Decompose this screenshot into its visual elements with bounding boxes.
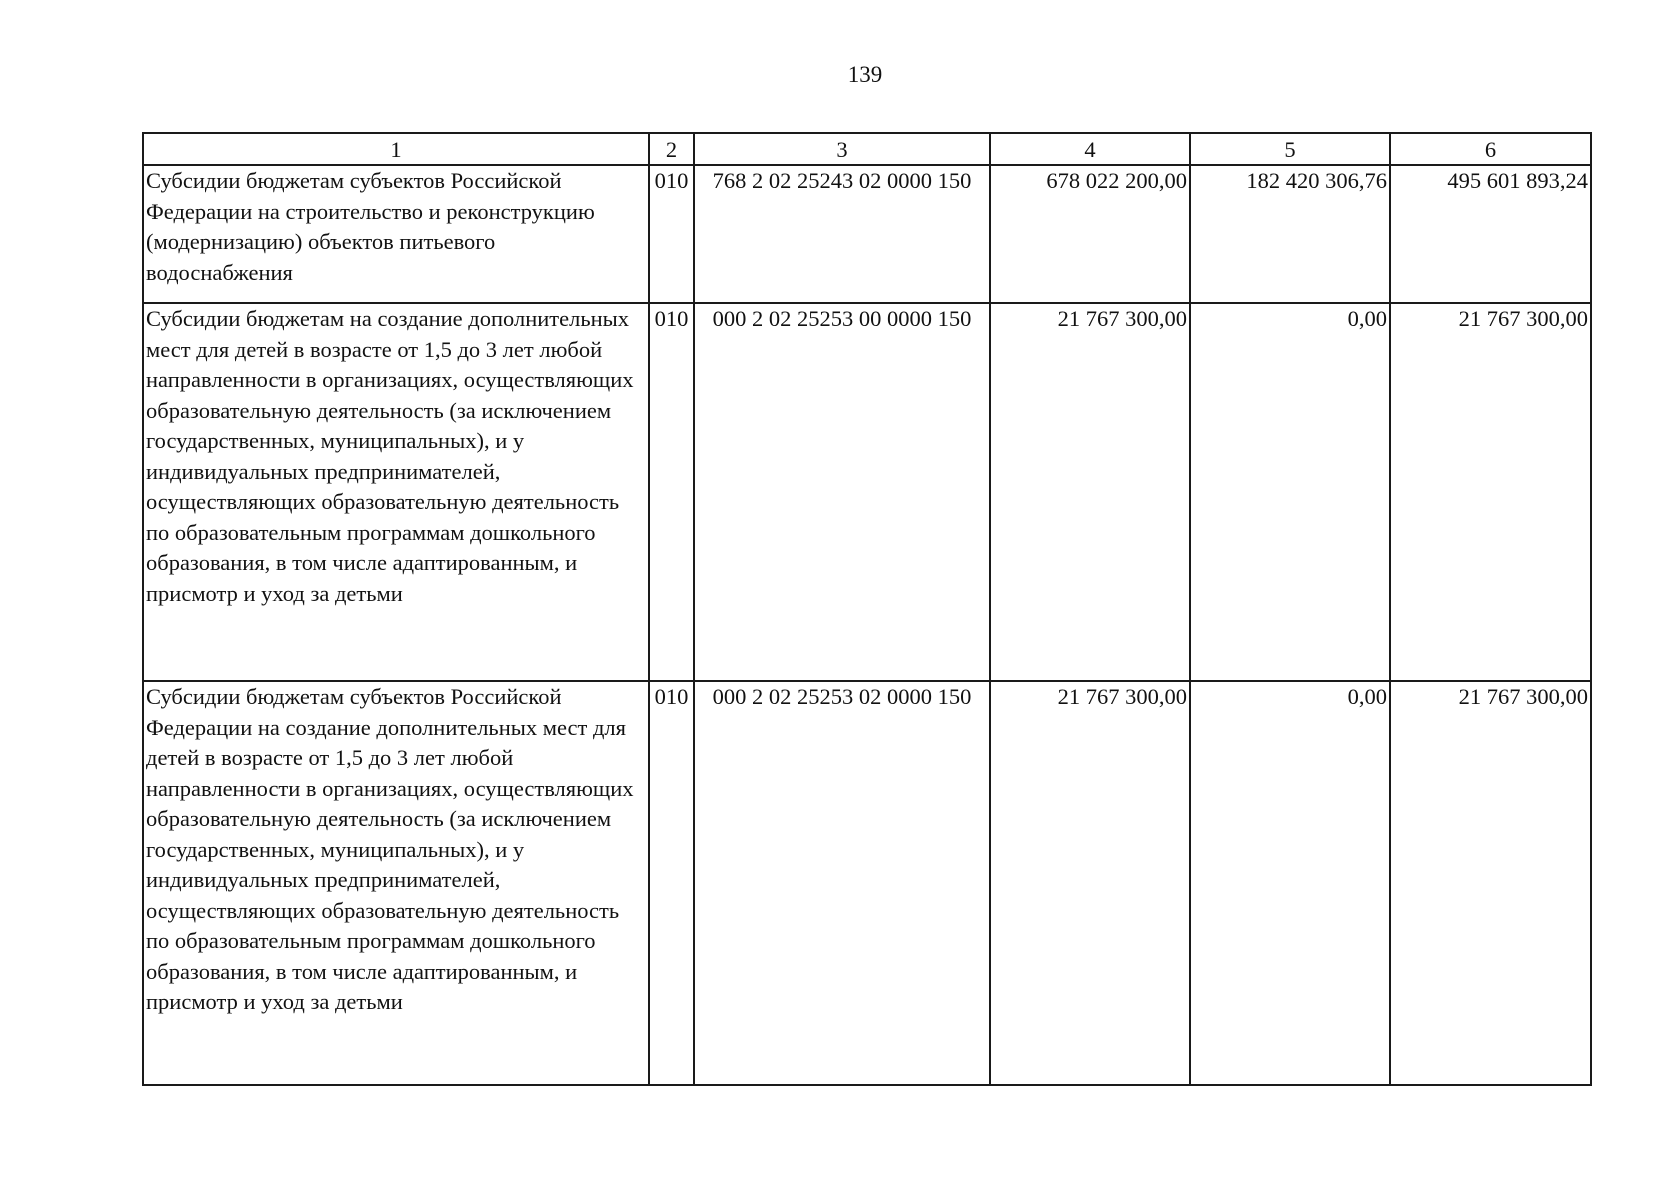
column-header-3: 3 xyxy=(694,133,990,165)
budget-execution-table xyxy=(142,132,1592,1086)
page-number: 139 xyxy=(847,62,883,87)
table-row xyxy=(143,303,1591,681)
approved-amount-cell: 21 767 300,00 xyxy=(990,681,1190,1085)
column-header-2: 2 xyxy=(649,133,694,165)
unexecuted-amount-cell: 495 601 893,24 xyxy=(1390,165,1591,303)
income-name-cell: Субсидии бюджетам субъектов Российской Федерации на создание дополнительных мест для детей в возрасте от 1,5 до 3 лет любой направленности в организациях, осуществляющих образовательную деятельность (за исключением государственных, муниципальных), и у индивидуальных предпринимателей, осуществляющих образовательную деятельность по образовательным программам дошкольного образования, в том числе адаптированным, и присмотр и уход за детьми xyxy=(143,681,649,1085)
line-code-cell: 010 xyxy=(649,303,694,681)
income-name-cell: Субсидии бюджетам субъектов Российской Федерации на строительство и реконструкцию (модернизацию) объектов питьевого водоснабжения xyxy=(143,165,649,303)
unexecuted-amount-cell: 21 767 300,00 xyxy=(1390,303,1591,681)
column-header-6: 6 xyxy=(1390,133,1591,165)
approved-amount-cell: 678 022 200,00 xyxy=(990,165,1190,303)
table-row xyxy=(143,165,1591,303)
approved-amount-cell: 21 767 300,00 xyxy=(990,303,1190,681)
line-code-cell: 010 xyxy=(649,681,694,1085)
income-name-cell: Субсидии бюджетам на создание дополнительных мест для детей в возрасте от 1,5 до 3 лет любой направленности в организациях, осуществляющих образовательную деятельность (за исключением государственных, муниципальных), и у индивидуальных предпринимателей, осуществляющих образовательную деятельность по образовательным программам дошкольного образования, в том числе адаптированным, и присмотр и уход за детьми xyxy=(143,303,649,681)
budget-classification-code-cell: 000 2 02 25253 00 0000 150 xyxy=(694,303,990,681)
executed-amount-cell: 182 420 306,76 xyxy=(1190,165,1390,303)
executed-amount-cell: 0,00 xyxy=(1190,681,1390,1085)
executed-amount-cell: 0,00 xyxy=(1190,303,1390,681)
column-header-5: 5 xyxy=(1190,133,1390,165)
column-header-4: 4 xyxy=(990,133,1190,165)
budget-classification-code-cell: 768 2 02 25243 02 0000 150 xyxy=(694,165,990,303)
line-code-cell: 010 xyxy=(649,165,694,303)
budget-classification-code-cell: 000 2 02 25253 02 0000 150 xyxy=(694,681,990,1085)
table-header-row xyxy=(143,133,1591,165)
table-row xyxy=(143,681,1591,1085)
column-header-1: 1 xyxy=(143,133,649,165)
unexecuted-amount-cell: 21 767 300,00 xyxy=(1390,681,1591,1085)
